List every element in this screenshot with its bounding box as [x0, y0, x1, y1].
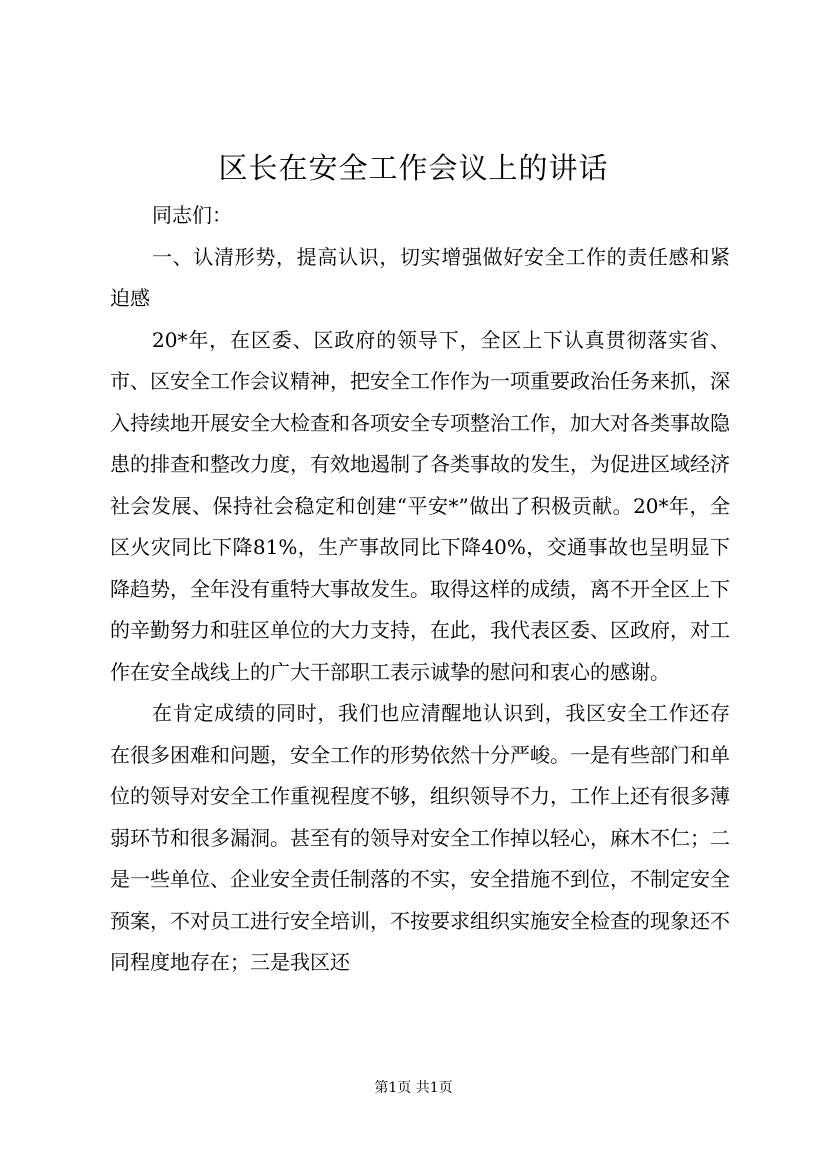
page-footer: 第1页 共1页: [374, 1080, 453, 1096]
document-title: 区长在安全工作会议上的讲话: [218, 151, 609, 185]
paragraph: 在肯定成绩的同时，我们也应清醒地认识到，我区安全工作还存在很多困难和问题，安全工作的形势依然十分严峻。一是有些部门和单位的领导对安全工作重视程度不够，组织领导不力，工作上还有很多薄弱环节和很多漏洞。甚至有的领导对安全工作掉以轻心，麻木不仁；二是一些单位、企业安全责任制落的不实，安全措施不到位，不制定安全预案，不对员工进行安全培训，不按要求组织实施安全检查的现象还不同程度地存在；三是我区还: [110, 701, 730, 974]
paragraph: 20*年，在区委、区政府的领导下，全区上下认真贯彻落实省、市、区安全工作会议精神，把安全工作作为一项重要政治任务来抓，深入持续地开展安全大检查和各项安全专项整治工作，加大对各类事故隐患的排查和整改力度，有效地遏制了各类事故的发生，为促进区域经济社会发展、保持社会稳定和创建“平安*”做出了积极贡献。20*年，全区火灾同比下降81%，生产事故同比下降40%，交通事故也呈明显下降趋势，全年没有重特大事故发生。取得这样的成绩，离不开全区上下的辛勤努力和驻区单位的大力支持，在此，我代表区委、区政府，对工作在安全战线上的广大干部职工表示诚挚的慰问和衷心的感谢。: [110, 327, 730, 684]
section-heading: 一、认清形势，提高认识，切实增强做好安全工作的责任感和紧迫感: [110, 244, 730, 310]
greeting: 同志们：: [152, 203, 232, 227]
document-body: [110, 195, 730, 984]
